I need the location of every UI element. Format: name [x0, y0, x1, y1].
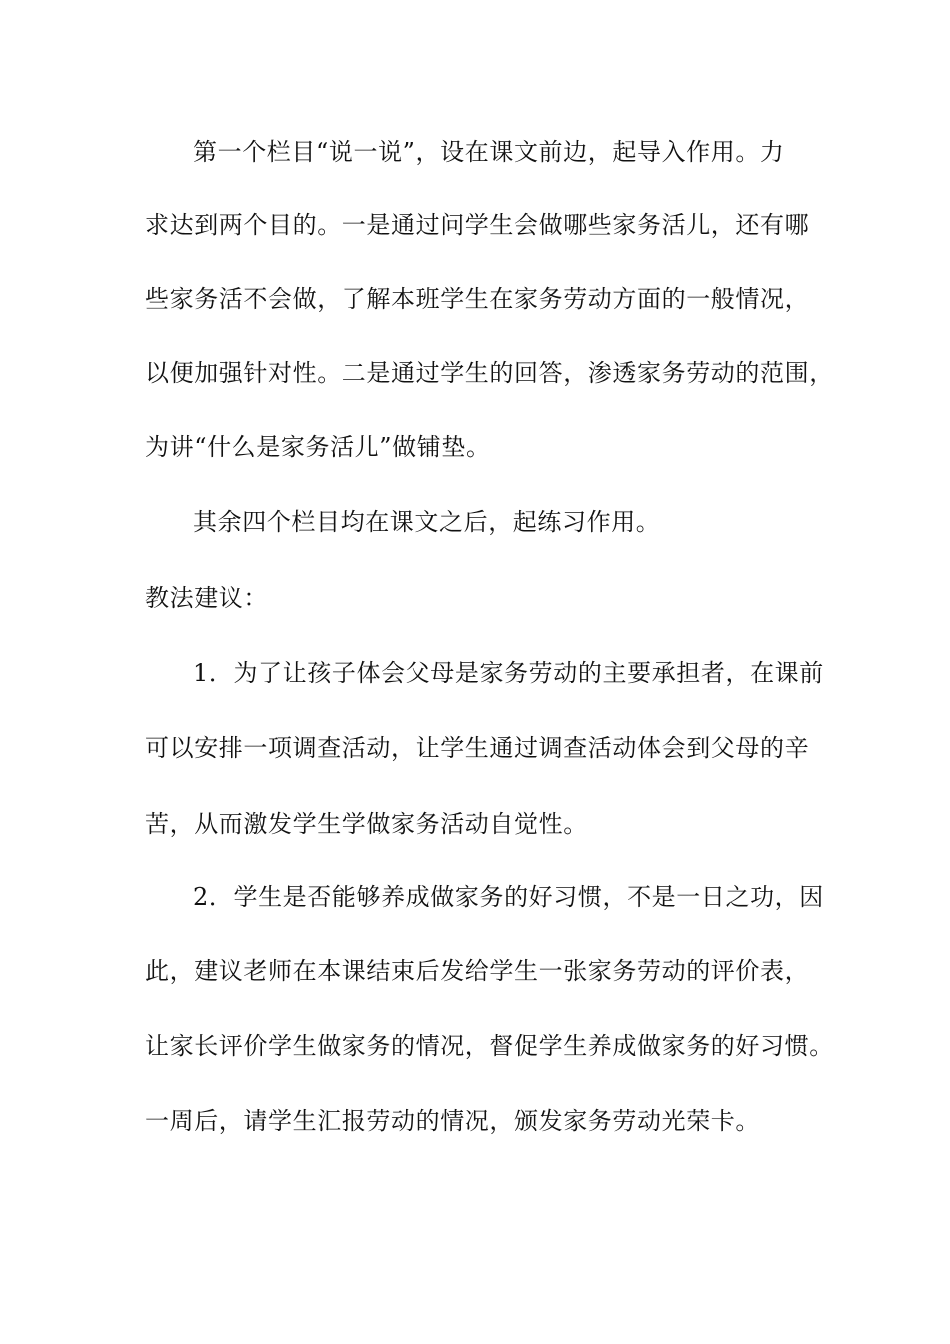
paragraph-line: 些家务活不会做，了解本班学生在家务劳动方面的一般情况，: [145, 285, 810, 313]
paragraph-line: 为讲“什么是家务活儿”做铺垫。: [145, 433, 491, 461]
paragraph-line: 第一个栏目“说一说”，设在课文前边，起导入作用。力: [193, 138, 785, 166]
paragraph-line: 求达到两个目的。一是通过问学生会做哪些家务活儿，还有哪: [145, 211, 810, 239]
paragraph-line: 其余四个栏目均在课文之后，起练习作用。: [193, 508, 661, 536]
paragraph-line: 一周后，请学生汇报劳动的情况，颁发家务劳动光荣卡。: [145, 1107, 760, 1135]
paragraph-line: 苦，从而激发学生学做家务活动自觉性。: [145, 810, 588, 838]
paragraph-line: 2．学生是否能够养成做家务的好习惯，不是一日之功，因: [193, 883, 824, 911]
paragraph-line: 可以安排一项调查活动，让学生通过调查活动体会到父母的辛: [145, 734, 810, 762]
paragraph-line: 让家长评价学生做家务的情况，督促学生养成做家务的好习惯。: [145, 1032, 834, 1060]
paragraph-line: 此，建议老师在本课结束后发给学生一张家务劳动的评价表，: [145, 957, 810, 985]
section-heading: 教法建议：: [145, 584, 268, 612]
paragraph-line: 以便加强针对性。二是通过学生的回答，渗透家务劳动的范围，: [145, 359, 834, 387]
paragraph-line: 1．为了让孩子体会父母是家务劳动的主要承担者，在课前: [193, 659, 824, 687]
